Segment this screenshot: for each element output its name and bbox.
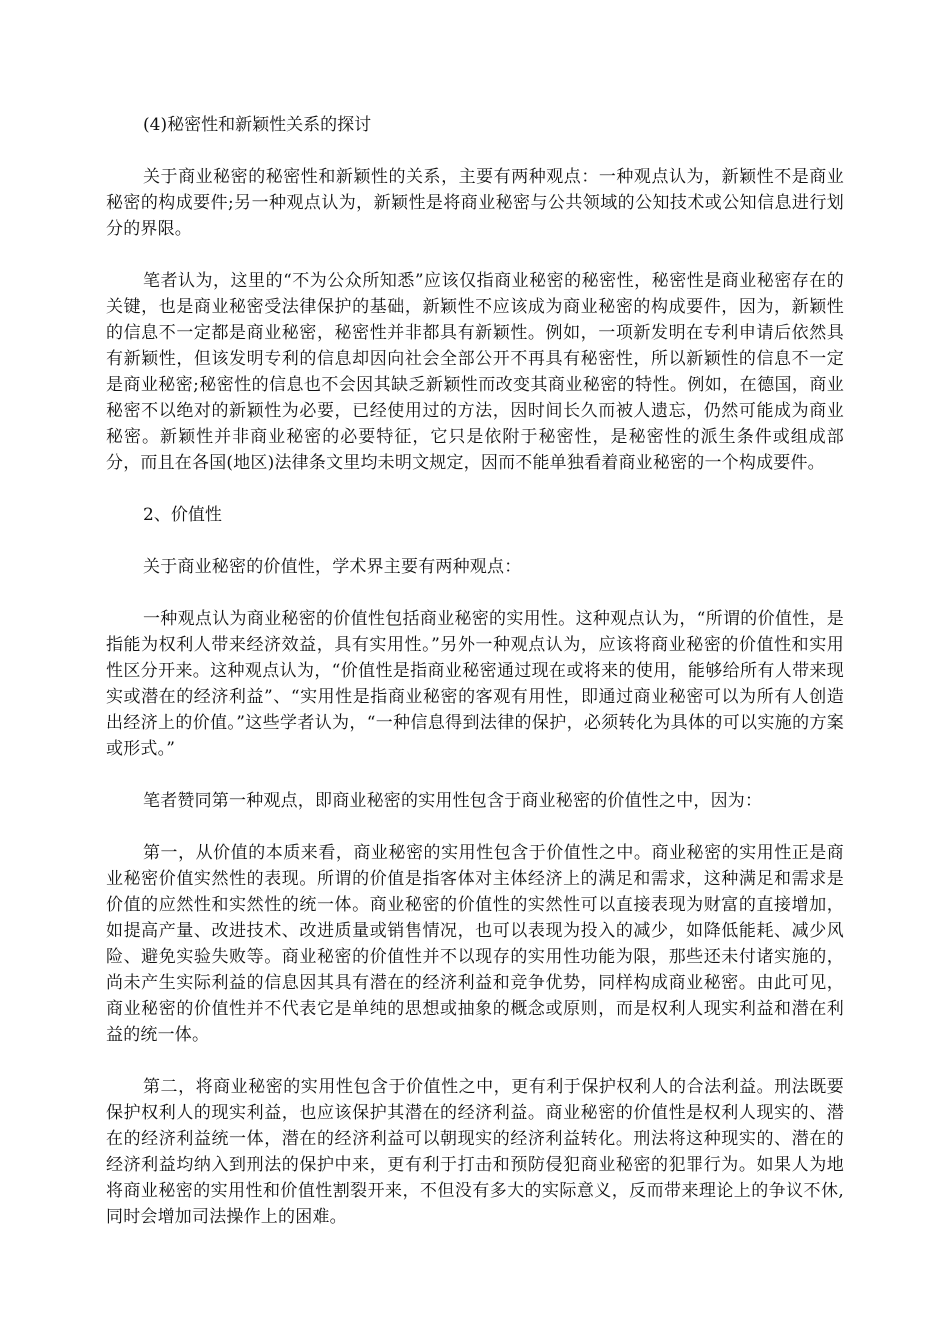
paragraph-first-reason: 第一，从价值的本质来看，商业秘密的实用性包含于价值性之中。商业秘密的实用性正是商业秘密价值实然性的表现。所谓的价值是指客体对主体经济上的满足和需求，这种满足和需求是价值的应然性和实然性的统一体。商业秘密的价值性的实然性可以直接表现为财富的直接增加，如提高产量、改进技术、改进质量或销售情况，也可以表现为投入的减少，如降低能耗、减少风险、避免实验失败等。商业秘密的价值性并不以现存的实用性功能为限，那些还未付诸实施的，尚未产生实际利益的信息因其具有潜在的经济利益和竞争优势，同样构成商业秘密。由此可见，商业秘密的价值性并不代表它是单纯的思想或抽象的概念或原则，而是权利人现实利益和潜在利益的统一体。 — [106, 843, 844, 1045]
paragraph-author-opinion-novelty: 笔者认为，这里的“不为公众所知悉”应该仅指商业秘密的秘密性，秘密性是商业秘密存在的关键，也是商业秘密受法律保护的基础，新颖性不应该成为商业秘密的构成要件，因为，新颖性的信息不一定都是商业秘密，秘密性并非都具有新颖性。例如，一项新发明在专利申请后依然具有新颖性，但该发明专利的信息却因向社会全部公开不再具有秘密性，所以新颖性的信息不一定是商业秘密;秘密性的信息也不会因其缺乏新颖性而改变其商业秘密的特性。例如，在德国，商业秘密不以绝对的新颖性为必要，已经使用过的方法，因时间长久而被人遗忘，仍然可能成为商业秘密。新颖性并非商业秘密的必要特征，它只是依附于秘密性，是秘密性的派生条件或组成部分，而且在各国(地区)法律条文里均未明文规定，因而不能单独看着商业秘密的一个构成要件。 — [106, 271, 844, 473]
paragraph-second-reason: 第二，将商业秘密的实用性包含于价值性之中，更有利于保护权利人的合法利益。刑法既要保护权利人的现实利益，也应该保护其潜在的经济利益。商业秘密的价值性是权利人现实的、潜在的经济利益统一体，潜在的经济利益可以朝现实的经济利益转化。刑法将这种现实的、潜在的经济利益均纳入到刑法的保护中来，更有利于打击和预防侵犯商业秘密的犯罪行为。如果人为地将商业秘密的实用性和价值性割裂开来，不但没有多大的实际意义，反而带来理论上的争议不休,同时会增加司法操作上的困难。 — [106, 1077, 844, 1227]
paragraph-value-intro: 关于商业秘密的价值性，学术界主要有两种观点： — [143, 557, 522, 577]
paragraph-author-agrees: 笔者赞同第一种观点，即商业秘密的实用性包含于商业秘密的价值性之中，因为： — [143, 791, 763, 811]
paragraph-value-two-views: 一种观点认为商业秘密的价值性包括商业秘密的实用性。这种观点认为，“所谓的价值性，是指能为权利人带来经济效益，具有实用性。”另外一种观点认为，应该将商业秘密的价值性和实用性区分开来。这种观点认为，“价值性是指商业秘密通过现在或将来的使用，能够给所有人带来现实或潜在的经济利益”、“实用性是指商业秘密的客观有用性，即通过商业秘密可以为所有人创造出经济上的价值。”这些学者认为，“一种信息得到法律的保护，必须转化为具体的可以实施的方案或形式。” — [106, 609, 844, 759]
section-heading: (4)秘密性和新颖性关系的探讨 — [143, 115, 372, 135]
document-page — [106, 112, 844, 1256]
subheading-value: 2、价值性 — [143, 505, 222, 525]
paragraph-relationship-views: 关于商业秘密的秘密性和新颖性的关系，主要有两种观点：一种观点认为，新颖性不是商业秘密的构成要件;另一种观点认为，新颖性是将商业秘密与公共领域的公知技术或公知信息进行划分的界限。 — [106, 167, 844, 239]
